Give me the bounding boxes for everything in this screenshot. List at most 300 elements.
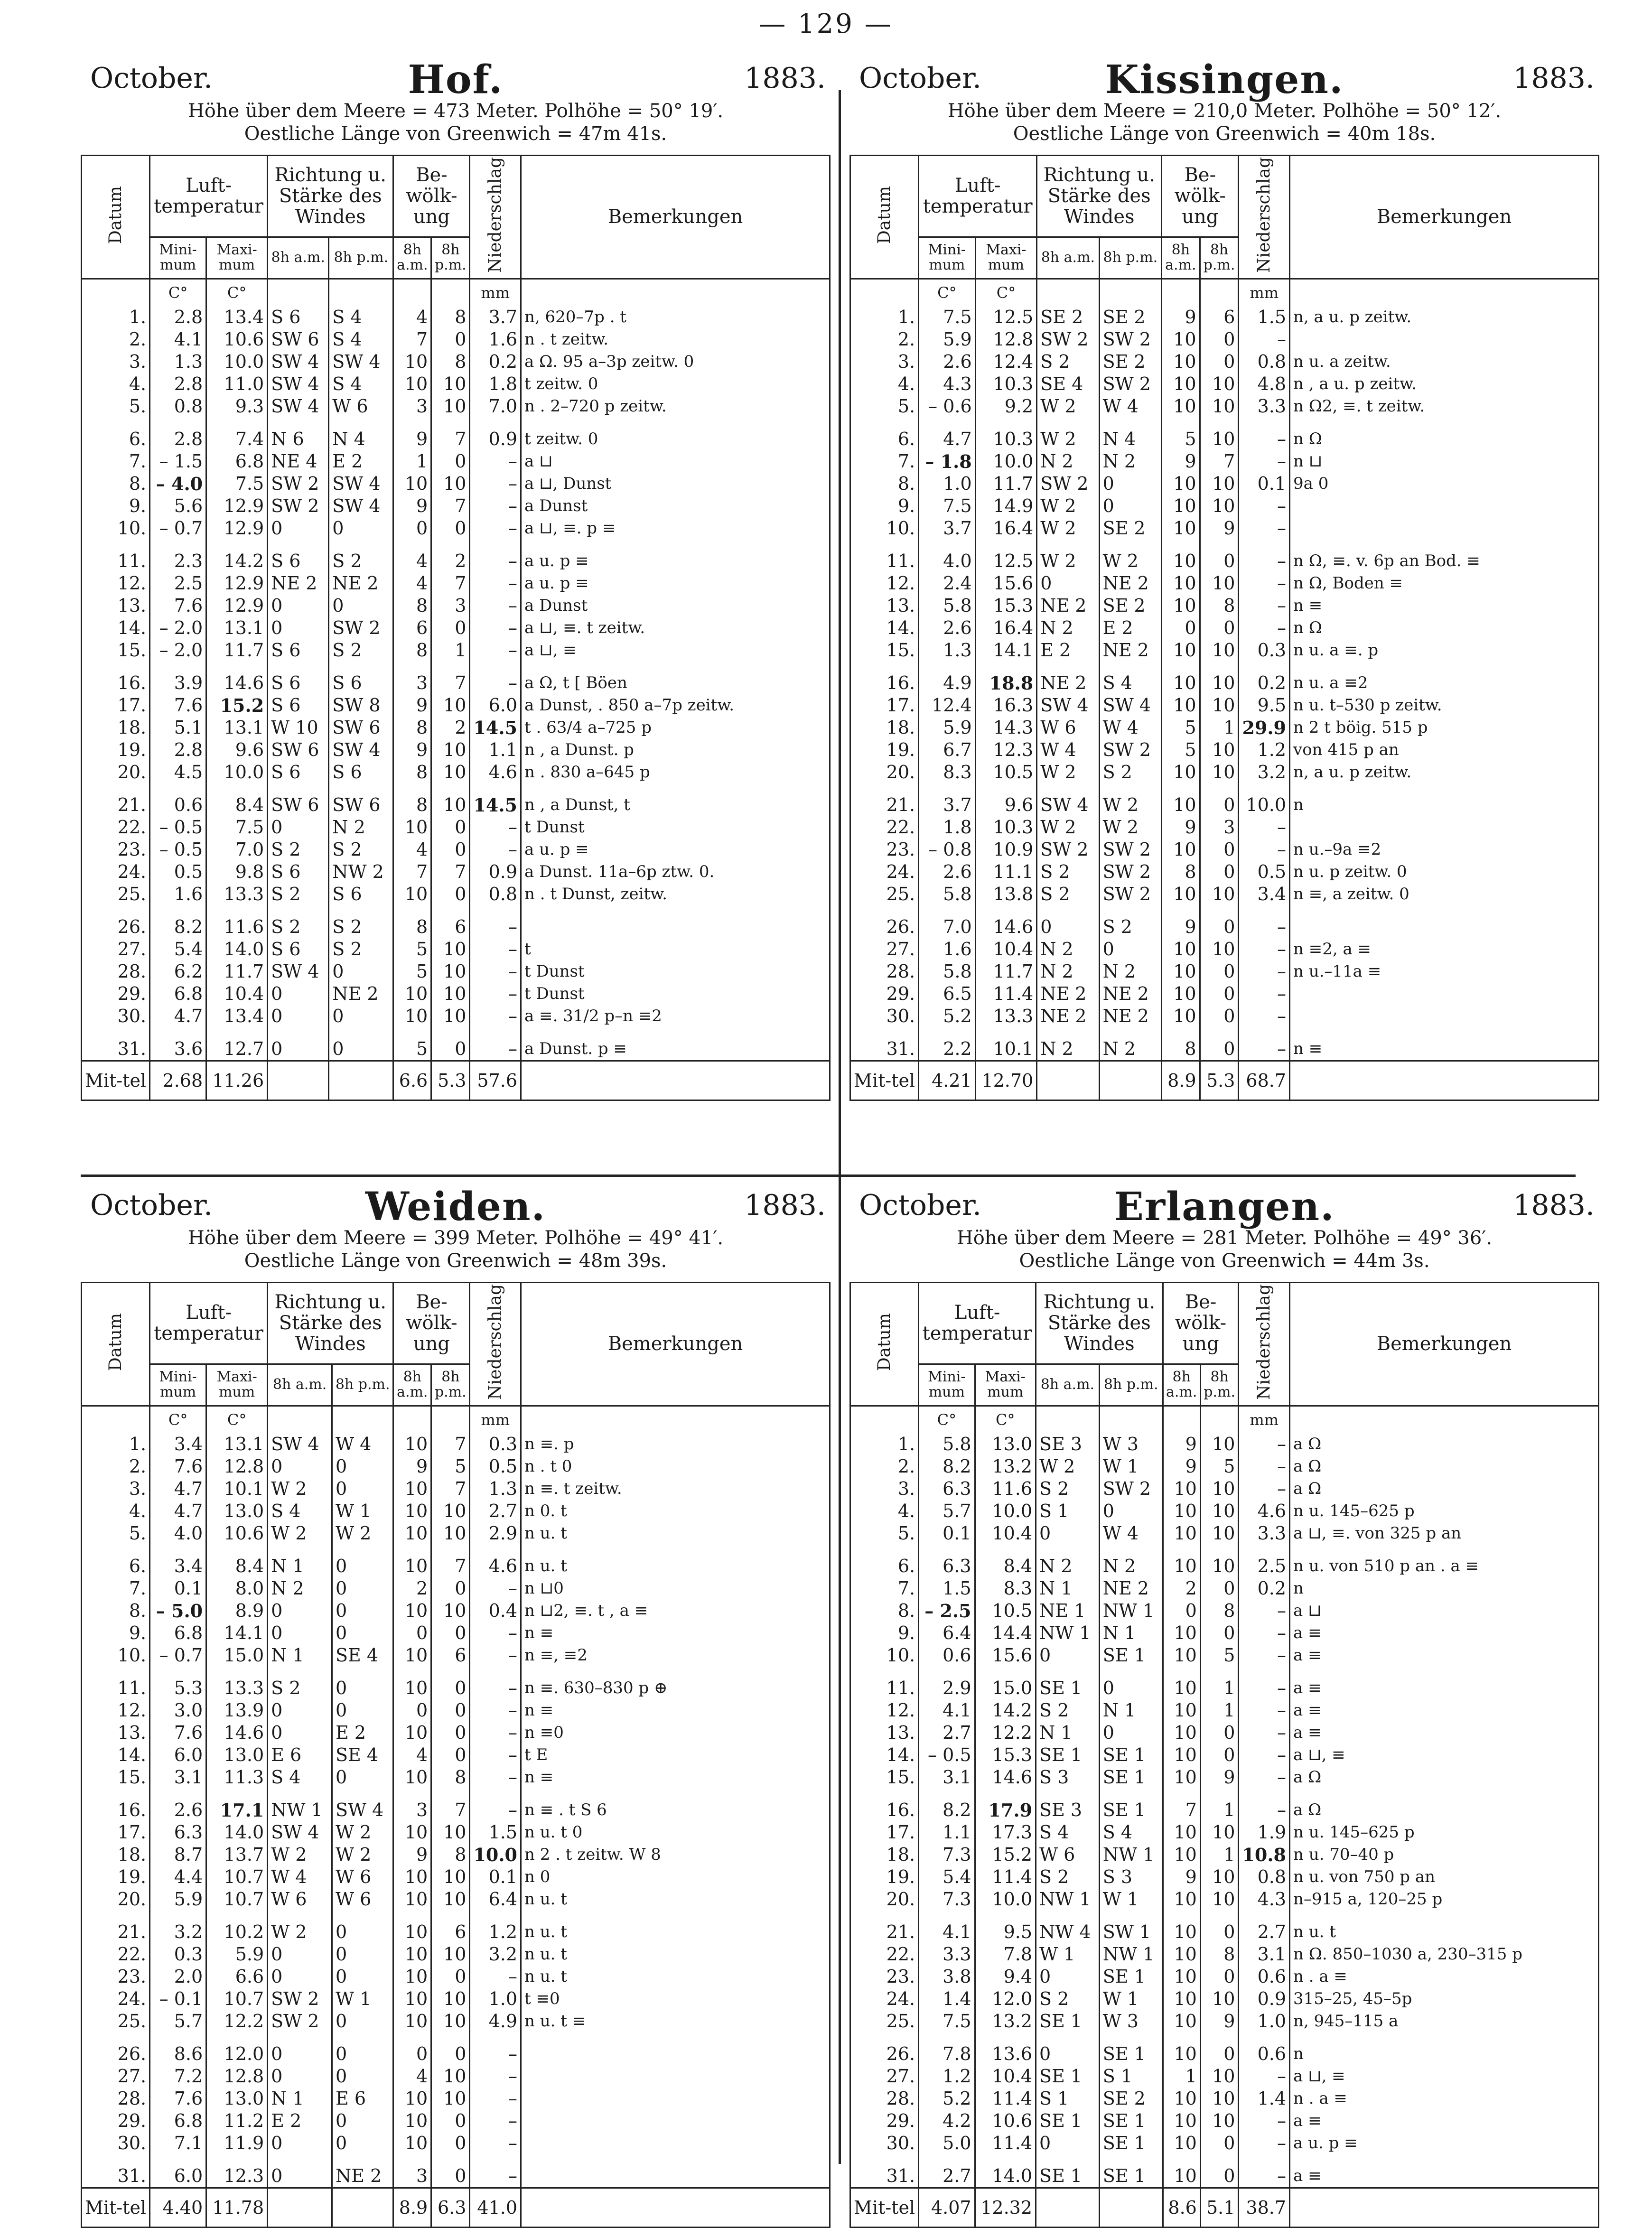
cell-max: 9.8 <box>206 861 268 883</box>
cell-day: 4. <box>82 373 150 395</box>
cell-day: 30. <box>850 1005 919 1027</box>
gap-cell <box>393 1911 431 1921</box>
header-cloud-pm: 8h p.m. <box>431 237 470 279</box>
table-row <box>850 2010 1599 2032</box>
cell-max: 13.3 <box>206 1677 268 1699</box>
cell-c_pm: 0 <box>431 617 470 639</box>
gap-cell <box>393 905 431 916</box>
cell-nied: 4.6 <box>470 761 521 783</box>
cell-max: 15.0 <box>206 1644 268 1667</box>
cell-nied: – <box>1239 1744 1290 1766</box>
cell-w_pm: 0 <box>1099 1722 1163 1744</box>
gap-cell <box>82 783 150 794</box>
gap-cell <box>470 783 521 794</box>
cell-c_am: 4 <box>393 572 431 595</box>
cell-c_am: 4 <box>393 1744 431 1766</box>
cell-max: 14.0 <box>206 938 268 960</box>
cell-rem: a ⊔, ≡. p ≡ <box>521 517 830 540</box>
cell-max: 16.3 <box>975 694 1037 717</box>
panel-title <box>81 57 831 103</box>
cell-w_pm: W 6 <box>329 395 393 418</box>
cell-c_pm: 9 <box>1200 1766 1239 1789</box>
cell-w_pm: 0 <box>1099 1500 1163 1522</box>
cell-nied: 0.2 <box>1239 1577 1290 1600</box>
cell-w_pm: E 2 <box>1099 617 1162 639</box>
month-label: October. <box>859 62 982 95</box>
cell-max: 13.7 <box>206 1844 268 1866</box>
table-row <box>850 1921 1599 1943</box>
cell-day: 6. <box>82 428 150 450</box>
cell-w_pm: S 6 <box>329 883 393 905</box>
cell-day: 15. <box>82 639 150 662</box>
cell-rem: n ≡, ≡2 <box>521 1644 830 1667</box>
cell-rem: a Dunst. 11a–6p ztw. 0. <box>521 861 830 883</box>
gap-cell <box>268 2032 332 2043</box>
cell-c_am: 10 <box>1162 672 1200 694</box>
cell-max: 13.4 <box>206 306 268 328</box>
gap-cell <box>150 1789 206 1799</box>
cell-w_pm: W 4 <box>1099 717 1162 739</box>
cell-c_am: 7 <box>1163 1799 1200 1821</box>
table-row <box>82 1766 830 1789</box>
cell-min: 7.3 <box>919 1888 975 1911</box>
unit-cell <box>1036 1406 1100 1433</box>
cell-c_am: 9 <box>1163 1866 1200 1888</box>
cell-min: 2.8 <box>150 306 206 328</box>
cell-min: 2.3 <box>150 550 206 572</box>
cell-c_am: 10 <box>1162 572 1200 595</box>
cell-c_am: 10 <box>1162 395 1200 418</box>
cell-w_am: W 2 <box>1037 428 1099 450</box>
cell-c_am: 10 <box>1162 938 1200 960</box>
cell-c_pm: 10 <box>431 2010 470 2032</box>
cell-c_am: 10 <box>1163 1921 1200 1943</box>
cell-min: 0.5 <box>150 861 206 883</box>
cell-w_am: S 6 <box>268 761 329 783</box>
cell-w_pm: SE 2 <box>1099 2088 1163 2110</box>
cell-nied: 0.9 <box>470 428 521 450</box>
cell-w_pm: SW 4 <box>329 473 393 495</box>
cell-max: 10.2 <box>206 1921 268 1943</box>
table-row <box>82 1866 830 1888</box>
month-label: October. <box>859 1189 982 1222</box>
cell-day: 27. <box>850 938 919 960</box>
cell-rem: n, 620–7p . t <box>521 306 830 328</box>
cell-w_am: SW 2 <box>1037 473 1099 495</box>
cell-max: 14.6 <box>206 1722 268 1744</box>
cell-w_pm: W 2 <box>332 1522 393 1545</box>
cell-max: 6.8 <box>206 450 268 473</box>
cell-rem: n u. 145–625 p <box>1290 1821 1599 1844</box>
cell-day: 9. <box>82 1622 150 1644</box>
unit-cell <box>1099 1406 1163 1433</box>
cell-nied: 0.6 <box>1239 1966 1290 1988</box>
table-row <box>850 1722 1599 1744</box>
cell-c_pm: 0 <box>1200 1622 1239 1644</box>
cell-w_pm: NE 2 <box>1099 983 1162 1005</box>
cell-c_pm: 0 <box>1200 1577 1239 1600</box>
cell-rem: n u. von 750 p an <box>1290 1866 1599 1888</box>
table-row <box>82 1966 830 1988</box>
cell-min: 5.9 <box>150 1888 206 1911</box>
cell-day: 3. <box>82 351 150 373</box>
cell-max: 11.4 <box>975 2132 1036 2154</box>
table-row <box>82 960 830 983</box>
cell-min: 8.6 <box>150 2043 206 2065</box>
cell-c_pm: 0 <box>431 1038 470 1061</box>
cell-nied: 1.5 <box>1239 306 1290 328</box>
cell-rem: n ≡ <box>1290 1038 1599 1061</box>
header-luft: Luft-temperatur <box>150 156 268 237</box>
cell-min: 3.4 <box>150 1433 206 1455</box>
gap-cell <box>919 2154 975 2165</box>
weather-table <box>81 155 831 1101</box>
cell-w_am: W 2 <box>1037 517 1099 540</box>
cell-c_pm: 0 <box>1200 1038 1239 1061</box>
cell-w_am: SW 2 <box>268 473 329 495</box>
cell-w_pm: 0 <box>329 960 393 983</box>
cell-c_pm: 0 <box>1200 1744 1239 1766</box>
cell-day: 25. <box>850 2010 919 2032</box>
gap-cell <box>206 1911 268 1921</box>
gap-cell <box>1200 1667 1239 1677</box>
cell-max: 10.9 <box>975 839 1037 861</box>
cell-min: 0.8 <box>150 395 206 418</box>
cell-nied: 0.9 <box>1239 1988 1290 2010</box>
cell-w_am: 0 <box>268 816 329 839</box>
table-row <box>850 495 1599 517</box>
cell-rem: n ≡. t zeitw. <box>521 1478 830 1500</box>
cell-rem: a Dunst <box>521 495 830 517</box>
gap-cell <box>919 783 976 794</box>
cell-min: – 4.0 <box>150 473 206 495</box>
cell-rem: n, a u. p zeitw. <box>1290 761 1599 783</box>
cell-c_pm: 10 <box>1200 672 1239 694</box>
cell-rem: a u. p ≡ <box>1290 2132 1599 2154</box>
gap-cell <box>393 2154 431 2165</box>
cell-c_am: 10 <box>393 1921 431 1943</box>
cell-w_am: E 2 <box>1037 639 1099 662</box>
cell-c_pm: 5 <box>431 1455 470 1478</box>
cell-c_pm: 10 <box>1200 1988 1239 2010</box>
cell-c_am: 10 <box>1163 1966 1200 1988</box>
cell-c_pm: 10 <box>1200 938 1239 960</box>
cell-w_pm: W 4 <box>1099 395 1162 418</box>
gap-cell <box>1036 1667 1100 1677</box>
cell-w_am: SE 3 <box>1036 1799 1100 1821</box>
cell-max: 7.8 <box>975 1943 1036 1966</box>
cell-c_am: 4 <box>393 550 431 572</box>
table-row <box>850 1644 1599 1667</box>
cell-c_am: 4 <box>393 839 431 861</box>
cell-max: 13.0 <box>206 1744 268 1766</box>
cell-c_pm: 1 <box>1200 717 1239 739</box>
cell-c_am: 7 <box>393 328 431 351</box>
cell-day: 23. <box>82 839 150 861</box>
table-row <box>82 1455 830 1478</box>
cell-min: – 2.0 <box>150 617 206 639</box>
cell-c_am: 3 <box>393 395 431 418</box>
cell-min: 7.6 <box>150 1455 206 1478</box>
cell-nied: – <box>1239 1799 1290 1821</box>
cell-day: 16. <box>850 1799 919 1821</box>
table-row <box>82 1921 830 1943</box>
table-row <box>850 517 1599 540</box>
column-divider <box>839 90 841 2164</box>
cell-w_am: W 4 <box>1037 739 1099 761</box>
cell-w_pm: E 6 <box>332 2088 393 2110</box>
table-row <box>850 2043 1599 2065</box>
cell-rem <box>1290 517 1599 540</box>
cell-day: 31. <box>82 1038 150 1061</box>
header-wind-pm: 8h p.m. <box>1099 1364 1163 1406</box>
table-row <box>82 1038 830 1061</box>
cell-day: 1. <box>82 306 150 328</box>
cell-rem: n . a ≡ <box>1290 2088 1599 2110</box>
cell-c_am: 10 <box>393 1966 431 1988</box>
gap-cell <box>975 1911 1036 1921</box>
unit-cell <box>1163 1406 1200 1433</box>
cell-min: – 0.1 <box>150 1988 206 2010</box>
cell-c_am: 2 <box>1163 1577 1200 1600</box>
cell-c_pm: 10 <box>1200 473 1239 495</box>
header-datum <box>850 1283 919 1406</box>
table-row <box>850 861 1599 883</box>
cell-nied: 1.0 <box>470 1988 521 2010</box>
cell-max: 11.7 <box>206 639 268 662</box>
cell-rem: n u. a ≡2 <box>1290 672 1599 694</box>
unit-cell <box>393 1406 431 1433</box>
cell-nied: 4.6 <box>470 1555 521 1577</box>
cell-c_am: 10 <box>1162 373 1200 395</box>
gap-cell <box>1200 1027 1239 1038</box>
cell-c_am: 10 <box>393 883 431 905</box>
mean-rem <box>521 2188 830 2227</box>
cell-nied: – <box>470 572 521 595</box>
cell-nied: – <box>1239 1677 1290 1699</box>
cell-day: 20. <box>82 1888 150 1911</box>
cell-rem: a Ω <box>1290 1455 1599 1478</box>
cell-rem: n–915 a, 120–25 p <box>1290 1888 1599 1911</box>
header-wind: Richtung u. Stärke des Windes <box>1036 1283 1163 1364</box>
cell-max: 7.5 <box>206 816 268 839</box>
gap-cell <box>268 418 329 428</box>
gap-cell <box>470 2154 521 2165</box>
table-row <box>82 550 830 572</box>
cell-nied: – <box>470 2132 521 2154</box>
cell-min: 4.1 <box>150 328 206 351</box>
cell-rem: n ≡ . t S 6 <box>521 1799 830 1821</box>
cell-day: 30. <box>82 1005 150 1027</box>
cell-max: 14.1 <box>206 1622 268 1644</box>
cell-c_pm: 10 <box>1200 2065 1239 2088</box>
cell-c_am: 10 <box>1162 883 1200 905</box>
table-row <box>82 816 830 839</box>
table-row <box>82 983 830 1005</box>
cell-c_pm: 6 <box>431 916 470 938</box>
table-row <box>82 883 830 905</box>
cell-w_am: NW 1 <box>268 1799 332 1821</box>
cell-nied: – <box>470 1799 521 1821</box>
cell-rem <box>521 2088 830 2110</box>
table-row <box>850 1766 1599 1789</box>
cell-c_am: 10 <box>393 816 431 839</box>
mean-c_am: 6.6 <box>393 1061 431 1100</box>
cell-c_am: 10 <box>393 2132 431 2154</box>
month-label: October. <box>90 1189 213 1222</box>
cell-nied: – <box>470 2065 521 2088</box>
gap-cell <box>470 2032 521 2043</box>
gap-cell <box>1239 2032 1290 2043</box>
cell-c_am: 10 <box>393 1677 431 1699</box>
cell-c_am: 6 <box>393 617 431 639</box>
gap-cell <box>1200 2154 1239 2165</box>
cell-min: 3.2 <box>150 1921 206 1943</box>
cell-w_pm: 0 <box>332 1766 393 1789</box>
cell-c_pm: 0 <box>431 1722 470 1744</box>
cell-rem <box>521 2065 830 2088</box>
cell-nied: 1.2 <box>1239 739 1290 761</box>
cell-min: 5.4 <box>919 1866 975 1888</box>
cell-c_pm: 6 <box>431 1644 470 1667</box>
cell-w_am: SW 4 <box>1037 694 1099 717</box>
page-number: — 129 — <box>759 9 893 39</box>
cell-c_pm: 2 <box>431 717 470 739</box>
cell-min: 0.6 <box>150 794 206 816</box>
gap-cell <box>521 1667 830 1677</box>
cell-nied: 2.9 <box>470 1522 521 1545</box>
cell-rem: a ≡. 31/2 p–n ≡2 <box>521 1005 830 1027</box>
cell-c_pm: 0 <box>431 816 470 839</box>
gap-cell <box>268 1911 332 1921</box>
cell-c_pm: 0 <box>431 517 470 540</box>
gap-cell <box>1239 540 1290 550</box>
mean-c_pm: 5.1 <box>1200 2188 1239 2227</box>
cell-day: 2. <box>82 328 150 351</box>
cell-min: 5.2 <box>919 2088 975 2110</box>
cell-max: 11.6 <box>975 1478 1036 1500</box>
cell-c_am: 8 <box>393 761 431 783</box>
cell-nied: 1.2 <box>470 1921 521 1943</box>
cell-min: 3.7 <box>919 794 976 816</box>
unit-cell <box>393 279 431 306</box>
header-bemerkungen: Bemerkungen <box>1290 156 1599 279</box>
cell-c_pm: 10 <box>431 1500 470 1522</box>
cell-c_pm: 0 <box>1200 351 1239 373</box>
cell-rem: a ⊔, ≡ <box>521 639 830 662</box>
gap-cell <box>470 1545 521 1555</box>
cell-c_pm: 10 <box>1200 1888 1239 1911</box>
header-niederschlag-label: Niederschlag <box>485 157 505 273</box>
gap-cell <box>1099 2032 1163 2043</box>
header-cloud-am: 8h a.m. <box>1162 237 1200 279</box>
cell-nied: 0.9 <box>470 861 521 883</box>
cell-w_pm: W 6 <box>332 1866 393 1888</box>
cell-w_am: SW 6 <box>268 328 329 351</box>
table-row <box>850 1622 1599 1644</box>
gap-cell <box>975 1545 1036 1555</box>
cell-w_pm: 0 <box>332 1699 393 1722</box>
cell-min: 7.0 <box>919 916 976 938</box>
cell-nied: 0.5 <box>1239 861 1290 883</box>
station-elevation: Höhe über dem Meere = 210,0 Meter. Polhöhe = 50° 12′. <box>947 100 1502 122</box>
cell-min: 5.9 <box>919 328 976 351</box>
cell-w_am: 0 <box>268 1966 332 1988</box>
cell-w_pm: N 1 <box>1099 1699 1163 1722</box>
cell-rem: n , a u. p zeitw. <box>1290 373 1599 395</box>
cell-day: 31. <box>82 2165 150 2188</box>
cell-c_am: 4 <box>393 2065 431 2088</box>
header-bemerkungen: Bemerkungen <box>521 1283 830 1406</box>
cell-c_am: 9 <box>1163 1455 1200 1478</box>
cell-w_pm: W 1 <box>1099 1455 1163 1478</box>
table-row <box>850 1799 1599 1821</box>
cell-day: 11. <box>82 550 150 572</box>
cell-c_am: 9 <box>393 739 431 761</box>
cell-c_pm: 7 <box>431 428 470 450</box>
gap-cell <box>850 418 919 428</box>
cell-c_pm: 0 <box>1200 2132 1239 2154</box>
panel-kissingen <box>849 57 1599 1101</box>
cell-min: 0.6 <box>919 1644 975 1667</box>
cell-c_pm: 7 <box>431 672 470 694</box>
cell-rem <box>521 2110 830 2132</box>
cell-nied: – <box>470 1966 521 1988</box>
cell-min: 7.2 <box>150 2065 206 2088</box>
unit-cell: C° <box>150 279 206 306</box>
cell-c_pm: 7 <box>431 1433 470 1455</box>
cell-max: 11.4 <box>975 2088 1036 2110</box>
cell-w_pm: S 6 <box>329 761 393 783</box>
cell-max: 12.8 <box>206 2065 268 2088</box>
cell-w_pm: S 4 <box>329 373 393 395</box>
cell-min: 3.3 <box>919 1943 975 1966</box>
cell-min: 2.7 <box>919 2165 975 2188</box>
cell-w_pm: W 4 <box>1099 1522 1163 1545</box>
cell-day: 19. <box>850 1866 919 1888</box>
gap-cell <box>1099 1667 1163 1677</box>
cell-w_pm: SE 1 <box>1099 1966 1163 1988</box>
unit-cell <box>332 1406 393 1433</box>
cell-nied: – <box>470 983 521 1005</box>
cell-w_am: 0 <box>268 1038 329 1061</box>
table-row <box>850 639 1599 662</box>
cell-rem: n Ω <box>1290 428 1599 450</box>
cell-rem <box>1290 983 1599 1005</box>
cell-c_am: 10 <box>393 1478 431 1500</box>
cell-c_am: 9 <box>1162 450 1200 473</box>
cell-w_pm: SW 1 <box>1099 1921 1163 1943</box>
table-row <box>850 794 1599 816</box>
cell-w_pm: S 2 <box>1099 761 1162 783</box>
cell-min: 2.0 <box>150 1966 206 1988</box>
cell-day: 15. <box>82 1766 150 1789</box>
gap-cell <box>82 540 150 550</box>
gap-cell <box>150 1911 206 1921</box>
gap-cell <box>431 662 470 672</box>
cell-c_pm: 10 <box>431 960 470 983</box>
cell-nied: 0.3 <box>1239 639 1290 662</box>
cell-max: 12.4 <box>975 351 1037 373</box>
gap-cell <box>521 1545 830 1555</box>
cell-rem: a Ω <box>1290 1766 1599 1789</box>
cell-day: 28. <box>82 960 150 983</box>
gap-cell <box>268 2154 332 2165</box>
gap-cell <box>521 783 830 794</box>
cell-rem: n Ω, ≡. v. 6p an Bod. ≡ <box>1290 550 1599 572</box>
table-row <box>82 517 830 540</box>
gap-cell <box>82 1667 150 1677</box>
